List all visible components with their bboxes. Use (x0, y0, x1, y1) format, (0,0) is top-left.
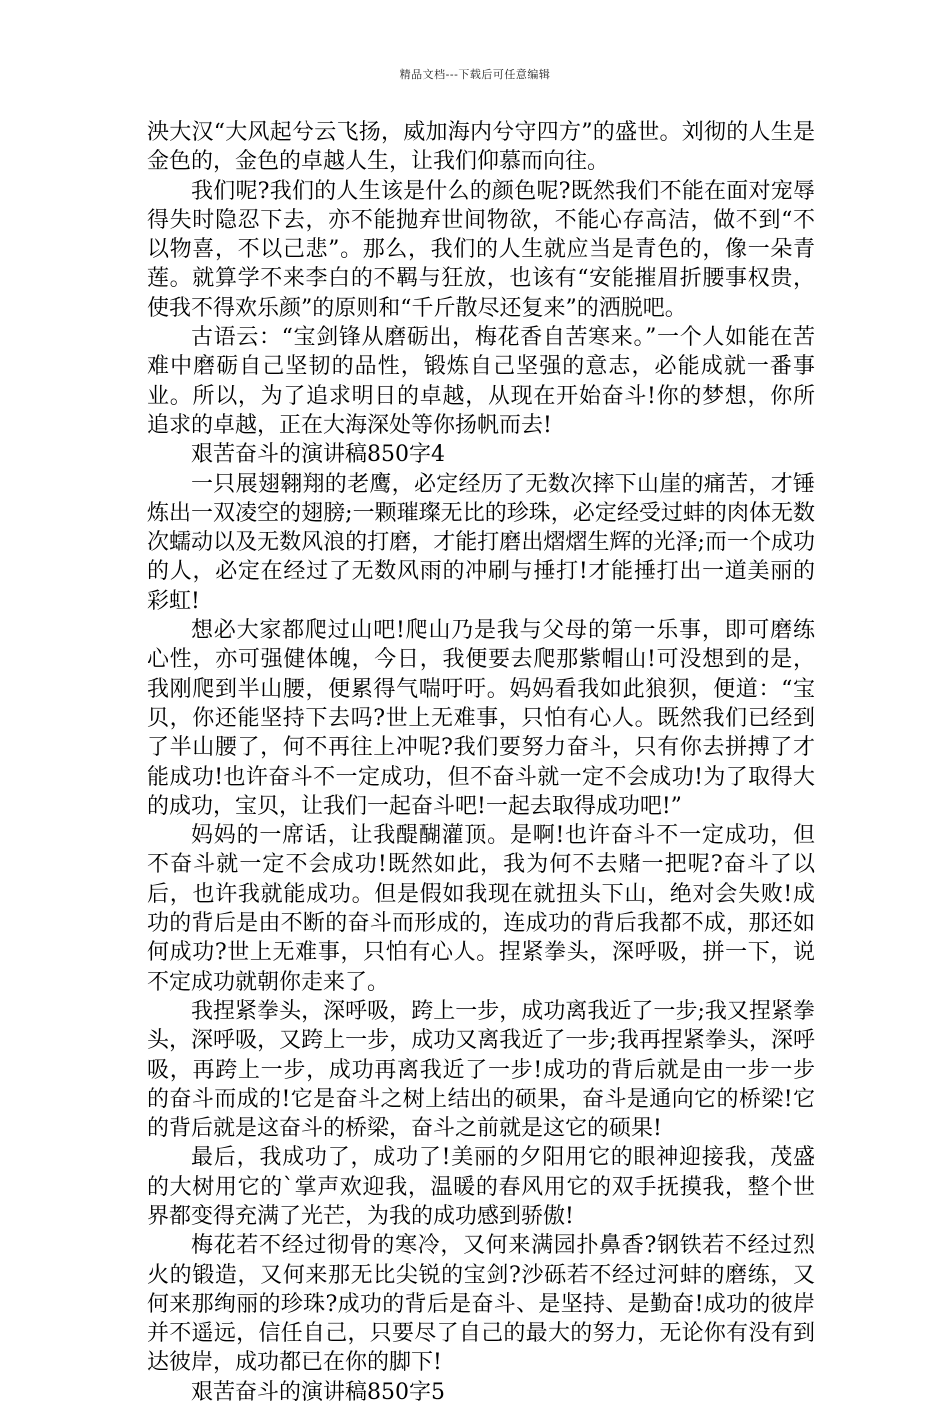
paragraph-7: 妈妈的一席话，让我醍醐灌顶。是啊!也许奋斗不一定成功，但不奋斗就一定不会成功!既然如此，我为何不去赌一把呢?奋斗了以后，也许我就能成功。但是假如我现在就扭头下山，绝对会失败!成功的背后是由不断的奋斗而形成的，连成功的背后我都不成，那还如何成功?世上无难事，只怕有心人。捏紧拳头，深呼吸，拼一下，说不定成功就朝你走来了。 (147, 823, 815, 995)
paragraph-8: 我捏紧拳头，深呼吸，跨上一步，成功离我近了一步;我又捏紧拳头，深呼吸，又跨上一步，成功又离我近了一步;我再捏紧拳头，深呼吸，再跨上一步，成功再离我近了一步!成功的背后就是由一步一步的奋斗而成的!它是奋斗之树上结出的硕果，奋斗是通向它的桥梁!它的背后就是这奋斗的桥梁，奋斗之前就是这它的硕果! (147, 998, 815, 1142)
paragraph-10: 梅花若不经过彻骨的寒冷，又何来满园扑鼻香?钢铁若不经过烈火的锻造，又何来那无比尖锐的宝剑?沙砾若不经过河蚌的磨练，又何来那绚丽的珍珠?成功的背后是奋斗、是坚持、是勤奋!成功的彼岸并不遥远，信任自己，只要尽了自己的最大的努力，无论你有没有到达彼岸，成功都已在你的脚下! (147, 1233, 815, 1376)
section-heading-4: 艰苦奋斗的演讲稿850字4 (191, 442, 445, 468)
document-body (147, 118, 815, 1407)
paragraph-3: 古语云：“宝剑锋从磨砺出，梅花香自苦寒来。”一个人如能在苦难中磨砺自己坚韧的品性，锻炼自己坚强的意志，必能成就一番事业。所以，为了追求明日的卓越，从现在开始奋斗!你的梦想，你所追求的卓越，正在大海深处等你扬帆而去! (147, 325, 815, 438)
paragraph-2: 我们呢?我们的人生该是什么的颜色呢?既然我们不能在面对宠辱得失时隐忍下去，亦不能抛弃世间物欲，不能心存高洁，做不到“不以物喜，不以己悲”。那么，我们的人生就应当是青色的，像一朵青莲。就算学不来李白的不羁与狂放，也该有“安能摧眉折腰事权贵，使我不得欢乐颜”的原则和“千斤散尽还复来”的洒脱吧。 (147, 178, 815, 321)
paragraph-9: 最后，我成功了，成功了!美丽的夕阳用它的眼神迎接我，茂盛的大树用它的`掌声欢迎我，温暖的春风用它的双手抚摸我，整个世界都变得充满了光芒，为我的成功感到骄傲! (147, 1145, 815, 1229)
page-header: 精品文档---下载后可任意编辑 (399, 68, 551, 81)
paragraph-6: 想必大家都爬过山吧!爬山乃是我与父母的第一乐事，即可磨练心性，亦可强健体魄，今日，我便要去爬那紫帽山!可没想到的是，我刚爬到半山腰，便累得气喘吁吁。妈妈看我如此狼狈，便道：“宝贝，你还能坚持下去吗?世上无难事，只怕有心人。既然我们已经到了半山腰了，何不再往上冲呢?我们要努力奋斗，只有你去拼搏了才能成功!也许奋斗不一定成功，但不奋斗就一定不会成功!为了取得大的成功，宝贝，让我们一起奋斗吧!一起去取得成功吧!” (147, 618, 815, 819)
paragraph-1: 泱大汉“大风起兮云飞扬，威加海内兮守四方”的盛世。刘彻的人生是金色的，金色的卓越人生，让我们仰慕而向往。 (147, 120, 815, 175)
section-heading-5: 艰苦奋斗的演讲稿850字5 (191, 1379, 445, 1405)
paragraph-5: 一只展翅翱翔的老鹰，必定经历了无数次摔下山崖的痛苦，才锤炼出一双凌空的翅膀;一颗璀璨无比的珍珠，必定经受过蚌的肉体无数次蠕动以及无数风浪的打磨，才能打磨出熠熠生辉的光泽;而一个成功的人，必定在经过了无数风雨的冲刷与捶打!才能捶打出一道美丽的彩虹! (147, 471, 815, 614)
